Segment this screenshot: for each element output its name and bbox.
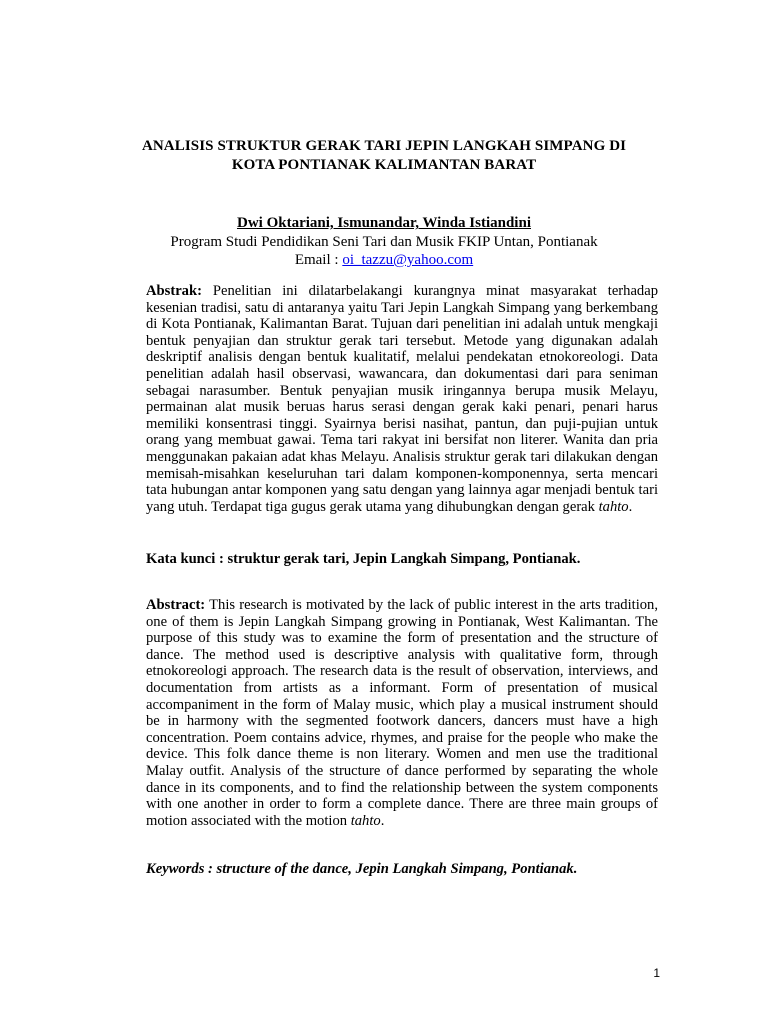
abstrak-label: Abstrak:: [146, 283, 202, 299]
title-line-2: KOTA PONTIANAK KALIMANTAN BARAT: [231, 157, 537, 173]
email-link[interactable]: oi_tazzu@yahoo.com: [342, 252, 474, 268]
affiliation: Program Studi Pendidikan Seni Tari dan Musik FKIP Untan, Pontianak: [170, 234, 598, 250]
page-number: 1: [653, 966, 660, 980]
abstrak-term: tahto: [598, 498, 629, 515]
abstrak-text: Penelitian ini dilatarbelakangi kurangnya minat masyarakat terhadap kesenian tradisi, satu di antaranya yaitu Tari Jepin Langkah Simpang yang berkembang di Kota Pontianak, Kalimantan Barat. Tujuan dari penelitian ini adalah untuk mengkaji bentuk penyajian dan struktur gerak tari tersebut. Metode yang digunakan adalah deskriptif analisis dengan bentuk kualitatif, melalui pendekatan etnokoreologi. Data penelitian adalah hasil observasi, wawancara, dan dokumentasi dari para seniman sebagai narasumber. Bentuk penyajian musik iringannya berupa musik Melayu, permainan alat musik beruas harus serasi dengan gerak kaki penari, penari harus memiliki konsentrasi tinggi. Syairnya berisi nasihat, pantun, dan puji-pujian untuk orang yang membuat gawai. Tema tari rakyat ini bersifat non literer. Wanita dan pria menggunakan pakaian adat khas Melayu. Analisis struktur gerak tari dilakukan dengan memisah-misahkan keseluruhan tari dalam komponen-komponennya, serta mencari tata hubungan antar komponen yang satu dengan yang lainnya agar menjadi bentuk tari yang utuh. Terdapat tiga gugus gerak utama yang dihubungkan dengan gerak: [146, 283, 658, 515]
paper-title: [100, 137, 668, 175]
abstract-term: tahto: [350, 812, 381, 829]
authors: Dwi Oktariani, Ismunandar, Winda Istiandini: [236, 215, 531, 231]
abstrak-paragraph: [146, 283, 658, 515]
abstrak-end: .: [628, 498, 633, 515]
abstract-paragraph: [146, 597, 658, 829]
abstract-text: This research is motivated by the lack of public interest in the arts tradition, one of them is Jepin Langkah Simpang growing in Pontianak, West Kalimantan. The purpose of this study was to examine the form of presentation and the structure of dance. The method used is descriptive analysis with qualitative form, through etnokoreologi approach. The research data is the result of observation, interviews, and documentation from artists as a informant. Form of presentation of musical accompaniment in the form of Malay music, which play a musical instrument should be in harmony with the segmented footwork dancers, dancers must have a high concentration. Poem contains advice, rhymes, and praise for the people who make the device. This folk dance theme is non literary. Women and men use the traditional Malay outfit. Analysis of the structure of dance performed by separating the whole dance in its components, and to find the relationship between the system components with one another in order to form a complete dance. There are three main groups of motion associated with the motion: [146, 597, 658, 829]
abstract-end: .: [380, 812, 385, 829]
abstract-label: Abstract:: [146, 597, 206, 613]
title-line-1: ANALISIS STRUKTUR GERAK TARI JEPIN LANGKAH SIMPANG DI: [141, 138, 627, 154]
email-line: [100, 251, 668, 270]
email-label: Email :: [294, 252, 343, 268]
kata-kunci: Kata kunci : struktur gerak tari, Jepin Langkah Simpang, Pontianak.: [146, 551, 581, 567]
keywords: Keywords : structure of the dance, Jepin Langkah Simpang, Pontianak.: [146, 861, 578, 877]
